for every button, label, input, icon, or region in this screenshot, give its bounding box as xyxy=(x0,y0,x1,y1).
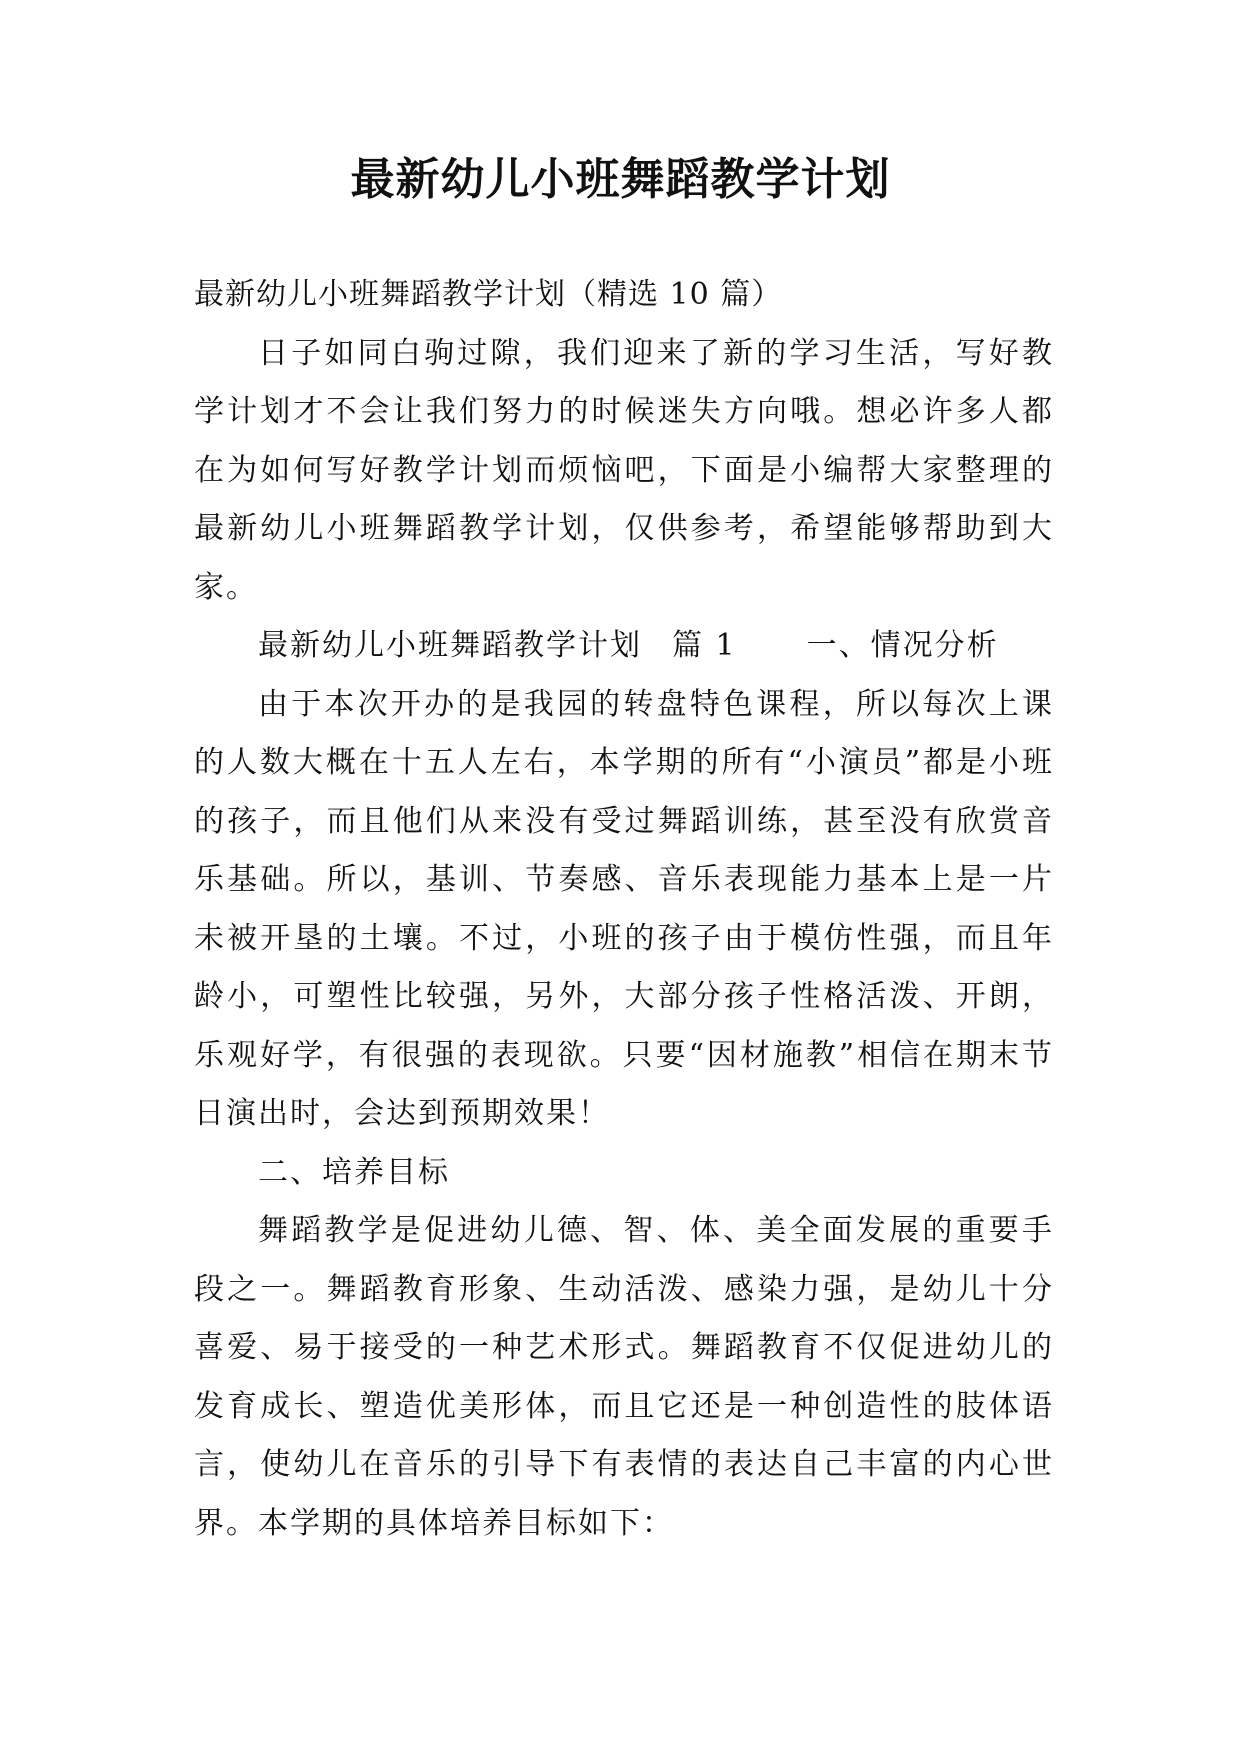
part-heading-line xyxy=(194,617,1054,676)
document-body xyxy=(194,266,1054,1553)
section2-paragraph: 舞蹈教学是促进幼儿德、智、体、美全面发展的重要手段之一。舞蹈教育形象、生动活泼、感染力强，是幼儿十分喜爱、易于接受的一种艺术形式。舞蹈教育不仅促进幼儿的发育成长、塑造优美形体，而且它还是一种创造性的肢体语言，使幼儿在音乐的引导下有表情的表达自己丰富的内心世界。本学期的具体培养目标如下： xyxy=(194,1213,1054,1541)
section1-paragraph: 由于本次开办的是我园的转盘特色课程，所以每次上课的人数大概在十五人左右，本学期的所有“小演员”都是小班的孩子，而且他们从来没有受过舞蹈训练，甚至没有欣赏音乐基础。所以，基训、节奏感、音乐表现能力基本上是一片未被开垦的土壤。不过，小班的孩子由于模仿性强，而且年龄小，可塑性比较强，另外，大部分孩子性格活泼、开朗，乐观好学，有很强的表现欲。只要“因材施教”相信在期末节日演出时，会达到预期效果！ xyxy=(194,686,1054,1131)
section1-heading: 一、情况分析 xyxy=(806,628,999,663)
document-title: 最新幼儿小班舞蹈教学计划 xyxy=(350,154,891,205)
part-label: 篇 1 xyxy=(672,628,737,663)
section2-heading: 二、培养目标 xyxy=(258,1154,450,1190)
part-title: 最新幼儿小班舞蹈教学计划 xyxy=(258,628,642,663)
intro-paragraph: 日子如同白驹过隙，我们迎来了新的学习生活，写好教学计划才不会让我们努力的时候迷失方向哦。想必许多人都在为如何写好教学计划而烦恼吧，下面是小编帮大家整理的最新幼儿小班舞蹈教学计划，仅供参考，希望能够帮助到大家。 xyxy=(194,335,1054,605)
document-subtitle: 最新幼儿小班舞蹈教学计划（精选 10 篇） xyxy=(194,277,783,312)
